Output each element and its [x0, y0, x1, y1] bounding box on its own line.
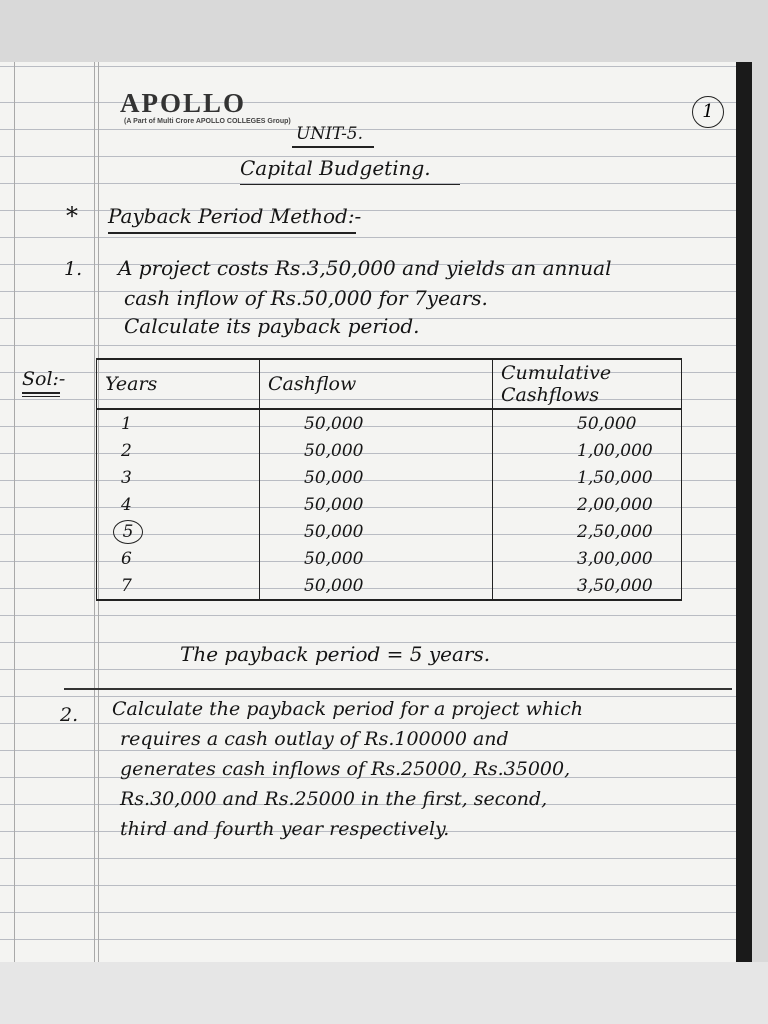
margin-line-left: [14, 62, 15, 962]
section-divider: [64, 688, 732, 690]
header-years: Years: [97, 359, 260, 409]
table-row: [97, 437, 682, 464]
cashflow-cell: 50,000: [260, 572, 493, 600]
year-cell: 2: [97, 437, 260, 464]
section-bullet: *: [66, 202, 78, 230]
section-underline: [108, 232, 356, 234]
logo-subtitle: (A Part of Multi Crore APOLLO COLLEGES Group): [124, 118, 291, 125]
apollo-logo: APOLLO: [120, 88, 247, 118]
cumulative-cell: 2,00,000: [493, 491, 682, 518]
q2-line-3: generates cash inflows of Rs.25000, Rs.35000,: [120, 758, 571, 780]
circled-year: 5: [113, 520, 143, 544]
table-row: [97, 518, 682, 545]
topic-heading: Capital Budgeting.: [240, 156, 431, 180]
cashflow-cell: 50,000: [260, 545, 493, 572]
notebook-page: [0, 62, 752, 962]
q1-line-2: cash inflow of Rs.50,000 for 7years.: [124, 286, 488, 310]
margin-line-1: [94, 62, 95, 962]
background-surface: [0, 962, 768, 1024]
table-row: [97, 545, 682, 572]
q1-number: 1.: [64, 258, 83, 280]
unit-heading: UNIT-5.: [296, 124, 364, 144]
year-cell: 4: [97, 491, 260, 518]
table-row: [97, 409, 682, 437]
q2-number: 2.: [60, 704, 79, 726]
table-header-row: [97, 359, 682, 409]
cumulative-cell: 50,000: [493, 409, 682, 437]
table-row: [97, 464, 682, 491]
year-cell: [97, 518, 260, 545]
header-cumulative: Cumulative Cashflows: [493, 359, 682, 409]
q2-line-4: Rs.30,000 and Rs.25000 in the first, second,: [120, 788, 548, 810]
cumulative-cell: 1,50,000: [493, 464, 682, 491]
topic-underline: [240, 184, 460, 185]
table-row: [97, 491, 682, 518]
q1-line-3: Calculate its payback period.: [124, 314, 420, 338]
cashflow-table: [96, 358, 682, 601]
year-cell: 6: [97, 545, 260, 572]
page-edge-shadow: [736, 62, 752, 962]
cumulative-cell: 3,00,000: [493, 545, 682, 572]
year-cell: 1: [97, 409, 260, 437]
cumulative-cell: 3,50,000: [493, 572, 682, 600]
q2-line-1: Calculate the payback period for a project which: [112, 698, 583, 720]
q1-line-1: A project costs Rs.3,50,000 and yields an annual: [118, 256, 612, 280]
year-cell: 3: [97, 464, 260, 491]
solution-underline: [22, 392, 60, 394]
cumulative-cell: 1,00,000: [493, 437, 682, 464]
payback-answer: The payback period = 5 years.: [180, 642, 491, 666]
cashflow-cell: 50,000: [260, 464, 493, 491]
cashflow-cell: 50,000: [260, 491, 493, 518]
year-cell: 7: [97, 572, 260, 600]
cashflow-cell: 50,000: [260, 518, 493, 545]
section-title: Payback Period Method:-: [108, 204, 362, 228]
solution-underline-2: [22, 396, 60, 397]
header-cashflow: Cashflow: [260, 359, 493, 409]
solution-label: Sol:-: [22, 368, 66, 390]
q2-line-5: third and fourth year respectively.: [120, 818, 450, 840]
cashflow-cell: 50,000: [260, 437, 493, 464]
unit-underline: [292, 146, 374, 148]
cashflow-cell: 50,000: [260, 409, 493, 437]
table-row: [97, 572, 682, 600]
q2-line-2: requires a cash outlay of Rs.100000 and: [120, 728, 509, 750]
cumulative-cell: 2,50,000: [493, 518, 682, 545]
page-number: 1: [692, 96, 724, 128]
